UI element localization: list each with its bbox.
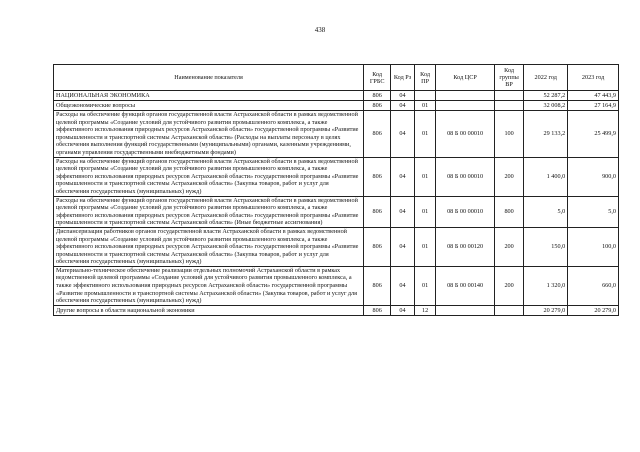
- row-name: НАЦИОНАЛЬНАЯ ЭКОНОМИКА: [54, 91, 364, 101]
- table-row: [54, 157, 619, 196]
- row-csr: 08 Б 00 00140: [436, 266, 495, 305]
- row-csr: 08 Б 00 00120: [436, 227, 495, 266]
- row-name: Диспансеризация работников органов государственной власти Астраханской области в рамках ведомственной целевой программы «Создание условий для устойчивого развития промышленного комплекса, а также эффективного использования природных ресурсов Астраханской области» государственной программы «Развитие промышленности и транспортной системы Астраханской области» (Закупка товаров, работ и услуг для обеспечения государственных (муниципальных) нужд): [54, 227, 364, 266]
- row-rz: 04: [391, 157, 415, 196]
- row-2022: 150,0: [524, 227, 568, 266]
- row-vr: [494, 305, 523, 315]
- row-name: Расходы на обеспечение функций органов государственной власти Астраханской области в рамках ведомственной целевой программы «Создание условий для устойчивого развития промышленного комплекса, а также эффективного использования природных ресурсов Астраханской области» государственной программы «Развитие промышленности и транспортной системы Астраханской области» (Закупка товаров, работ и услуг для обеспечения государственных (муниципальных) нужд): [54, 157, 364, 196]
- header-csr: Код ЦСР: [436, 65, 495, 91]
- row-csr: [436, 91, 495, 101]
- header-name: Наименование показателя: [54, 65, 364, 91]
- row-vr: 200: [494, 227, 523, 266]
- row-grbs: 806: [364, 266, 391, 305]
- header-2022: 2022 год: [524, 65, 568, 91]
- row-rz: 04: [391, 111, 415, 158]
- row-csr: 08 Б 00 00010: [436, 111, 495, 158]
- row-2023: 5,0: [568, 196, 619, 227]
- row-grbs: 806: [364, 101, 391, 111]
- row-rz: 04: [391, 91, 415, 101]
- row-2022: 5,0: [524, 196, 568, 227]
- row-vr: 200: [494, 266, 523, 305]
- row-grbs: 806: [364, 91, 391, 101]
- table-row: [54, 196, 619, 227]
- row-rz: 04: [391, 101, 415, 111]
- header-pr: Код ПР: [414, 65, 435, 91]
- row-pr: 01: [414, 111, 435, 158]
- row-rz: 04: [391, 227, 415, 266]
- page-number: 438: [314, 26, 326, 34]
- row-grbs: 806: [364, 111, 391, 158]
- row-csr: 08 Б 00 00010: [436, 196, 495, 227]
- row-rz: 04: [391, 305, 415, 315]
- row-2022: 20 279,0: [524, 305, 568, 315]
- table-row: [54, 227, 619, 266]
- row-vr: 200: [494, 157, 523, 196]
- row-pr: 01: [414, 227, 435, 266]
- header-rz: Код Рз: [391, 65, 415, 91]
- row-2023: 660,0: [568, 266, 619, 305]
- row-2022: 29 133,2: [524, 111, 568, 158]
- row-2023: 27 164,9: [568, 101, 619, 111]
- table-row: [54, 101, 619, 111]
- row-2023: 20 279,0: [568, 305, 619, 315]
- row-2023: 900,0: [568, 157, 619, 196]
- row-csr: [436, 101, 495, 111]
- row-csr: [436, 305, 495, 315]
- row-grbs: 806: [364, 227, 391, 266]
- row-pr: 01: [414, 101, 435, 111]
- row-grbs: 806: [364, 196, 391, 227]
- table-row: [54, 111, 619, 158]
- row-pr: 01: [414, 157, 435, 196]
- row-2022: 52 287,2: [524, 91, 568, 101]
- table-header-row: [54, 65, 619, 91]
- budget-table: [53, 64, 619, 316]
- row-grbs: 806: [364, 305, 391, 315]
- table-row: [54, 266, 619, 305]
- row-2023: 25 499,9: [568, 111, 619, 158]
- row-pr: 01: [414, 196, 435, 227]
- row-grbs: 806: [364, 157, 391, 196]
- row-name: Расходы на обеспечение функций органов государственной власти Астраханской области в рамках ведомственной целевой программы «Создание условий для устойчивого развития промышленного комплекса, а также эффективного использования природных ресурсов Астраханской области» государственной программы «Развитие промышленности и транспортной системы Астраханской области» (Расходы на выплаты персоналу в целях обеспечения выполнения функций государственными (муниципальными) органами, казенными учреждениями, органами управления государственными внебюджетными фондами): [54, 111, 364, 158]
- row-vr: 800: [494, 196, 523, 227]
- row-pr: 12: [414, 305, 435, 315]
- row-name: Другие вопросы в области национальной экономики: [54, 305, 364, 315]
- row-pr: 01: [414, 266, 435, 305]
- row-2022: 1 320,0: [524, 266, 568, 305]
- row-2022: 32 008,2: [524, 101, 568, 111]
- row-vr: [494, 91, 523, 101]
- header-grbs: Код ГРБС: [364, 65, 391, 91]
- row-2022: 1 400,0: [524, 157, 568, 196]
- row-csr: 08 Б 00 00010: [436, 157, 495, 196]
- row-name: Расходы на обеспечение функций органов государственной власти Астраханской области в рамках ведомственной целевой программы «Создание условий для устойчивого развития промышленного комплекса, а также эффективного использования природных ресурсов Астраханской области» государственной программы «Развитие промышленности и транспортной системы Астраханской области» (Иные бюджетные ассигнования): [54, 196, 364, 227]
- header-vr: Код группы ВР: [494, 65, 523, 91]
- row-2023: 100,0: [568, 227, 619, 266]
- row-vr: 100: [494, 111, 523, 158]
- row-vr: [494, 101, 523, 111]
- table-row: [54, 91, 619, 101]
- row-2023: 47 443,9: [568, 91, 619, 101]
- row-name: Общеэкономические вопросы: [54, 101, 364, 111]
- row-pr: [414, 91, 435, 101]
- table-row: [54, 305, 619, 315]
- header-2023: 2023 год: [568, 65, 619, 91]
- row-name: Материально-техническое обеспечение реализации отдельных полномочий Астраханской области в рамках ведомственной целевой программы «Создание условий для устойчивого развития промышленного комплекса, а также эффективного использования природных ресурсов Астраханской области» государственной программы «Развитие промышленности и транспортной системы Астраханской области» (Закупка товаров, работ и услуг для обеспечения государственных (муниципальных) нужд): [54, 266, 364, 305]
- row-rz: 04: [391, 266, 415, 305]
- row-rz: 04: [391, 196, 415, 227]
